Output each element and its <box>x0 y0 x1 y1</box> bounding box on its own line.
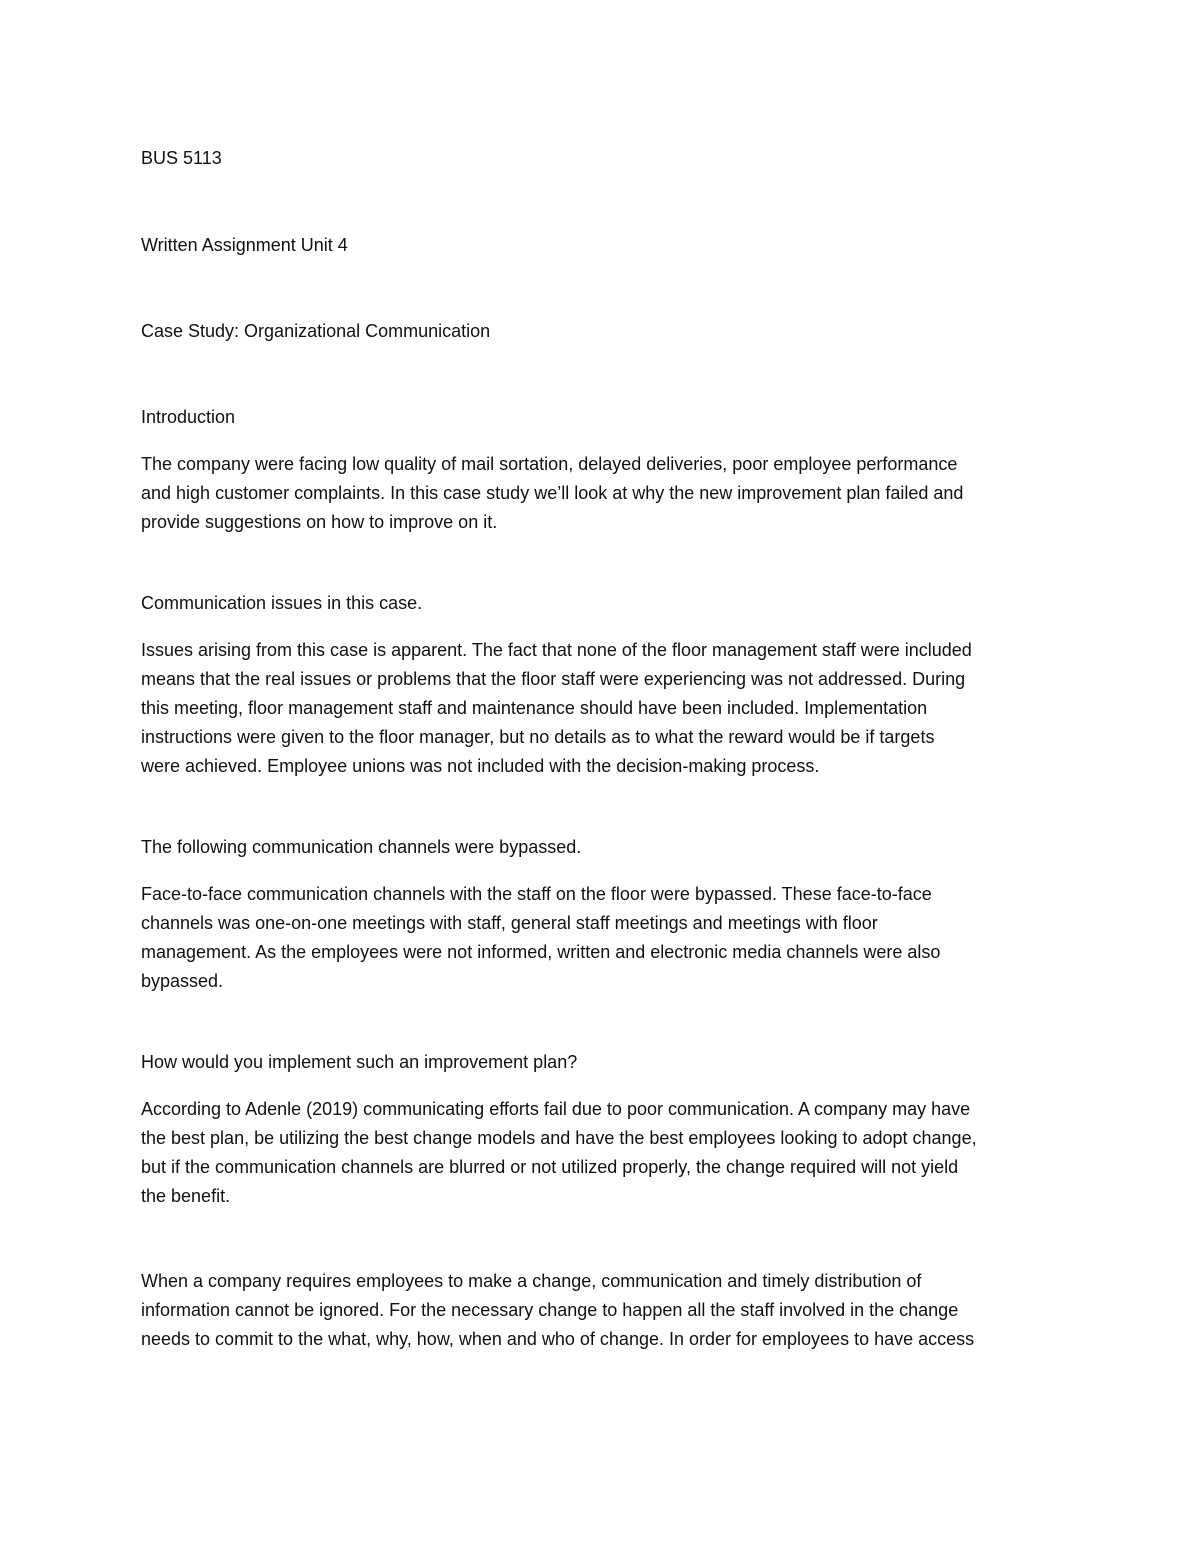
paragraph-line: and high customer complaints. In this case study we’ll look at why the new improvement plan failed and <box>141 483 964 503</box>
closing-paragraph <box>141 1267 1061 1354</box>
course-code: BUS 5113 <box>141 148 222 168</box>
paragraph-line: the best plan, be utilizing the best change models and have the best employees looking to adopt change, <box>141 1128 977 1148</box>
paragraph-line: needs to commit to the what, why, how, when and who of change. In order for employees to have access <box>141 1329 975 1349</box>
paragraph-line: The company were facing low quality of mail sortation, delayed deliveries, poor employee performance <box>141 454 958 474</box>
paragraph-line: this meeting, floor management staff and maintenance should have been included. Implementation <box>141 698 928 718</box>
paragraph-line: but if the communication channels are blurred or not utilized properly, the change required will not yield <box>141 1157 959 1177</box>
paragraph-line: Face-to-face communication channels with the staff on the floor were bypassed. These face-to-face <box>141 884 932 904</box>
implementation-paragraph <box>141 1095 1061 1211</box>
channels-bypassed-paragraph <box>141 880 1061 996</box>
section-heading-introduction: Introduction <box>141 407 236 427</box>
paragraph-line: When a company requires employees to make a change, communication and timely distribution of <box>141 1271 922 1291</box>
section-heading-communication-issues: Communication issues in this case. <box>141 593 423 613</box>
paragraph-line: management. As the employees were not informed, written and electronic media channels were also <box>141 942 941 962</box>
paragraph-line: information cannot be ignored. For the necessary change to happen all the staff involved in the change <box>141 1300 959 1320</box>
document-body <box>141 148 1061 1354</box>
section-heading-channels-bypassed: The following communication channels were bypassed. <box>141 837 582 857</box>
paragraph-line: provide suggestions on how to improve on it. <box>141 512 498 532</box>
paragraph-line: bypassed. <box>141 971 224 991</box>
paragraph-line: instructions were given to the floor manager, but no details as to what the reward would be if targets <box>141 727 935 747</box>
paragraph-line: Issues arising from this case is apparent. The fact that none of the floor management staff were included <box>141 640 972 660</box>
assignment-title: Written Assignment Unit 4 <box>141 235 348 255</box>
communication-issues-paragraph <box>141 636 1061 781</box>
paragraph-line: channels was one-on-one meetings with staff, general staff meetings and meetings with floor <box>141 913 878 933</box>
section-heading-implementation: How would you implement such an improvement plan? <box>141 1052 578 1072</box>
paragraph-line: means that the real issues or problems that the floor staff were experiencing was not addressed. During <box>141 669 966 689</box>
paragraph-line: were achieved. Employee unions was not included with the decision-making process. <box>141 756 820 776</box>
case-study-title: Case Study: Organizational Communication <box>141 321 491 341</box>
paragraph-line: the benefit. <box>141 1186 231 1206</box>
introduction-paragraph <box>141 450 1061 537</box>
paragraph-line: According to Adenle (2019) communicating efforts fail due to poor communication. A company may have <box>141 1099 971 1119</box>
